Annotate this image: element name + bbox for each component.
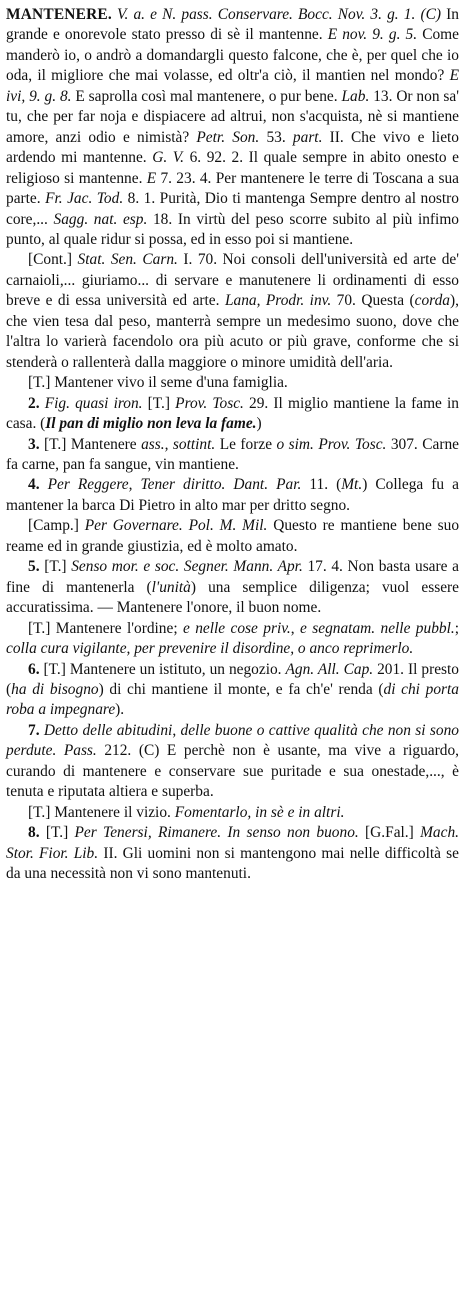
- sense-8: [6, 823, 459, 884]
- citation: Sagg. nat. esp.: [53, 210, 148, 228]
- sense-label: colla cura vigilante, per prevenire il disordine, o anco reprimerlo.: [6, 640, 414, 658]
- quote-text: 17. 4. Non basta usare a fine di mantenerla (: [6, 558, 459, 596]
- quote-text: ) una semplice diligenza; vuol essere accuratissima. — Mantenere l'onore, il buon nome.: [6, 578, 459, 617]
- citation: G. V.: [152, 149, 185, 167]
- sense-label: o sim.: [276, 435, 314, 453]
- sense-number: 2.: [28, 394, 45, 412]
- entry-paragraph-cont: [6, 250, 459, 373]
- sense-6: [6, 660, 459, 721]
- sense-label: e segnatam. nelle pubbl.: [300, 619, 455, 637]
- citation: Mt.: [341, 476, 363, 494]
- citation: E: [146, 169, 157, 187]
- sense-label: Fomentarlo, in sè e in altri.: [174, 803, 345, 821]
- quote-text: 70. Questa (: [331, 292, 415, 310]
- citation: part.: [292, 128, 323, 146]
- sense-5-t: [6, 619, 459, 660]
- citation: Stat. Sen. Carn.: [77, 251, 178, 269]
- quote-text: Le forze: [215, 435, 277, 453]
- sense-5: [6, 557, 459, 618]
- quote-text: ) di chi mantiene il monte, e fa ch'e' renda (: [98, 680, 384, 698]
- quote-text: Questo re mantiene bene suo reame ed in grande giustizia, ed è molto amato.: [6, 517, 460, 555]
- quote-text: [T.] Mantener vivo il seme d'una famiglia.: [28, 374, 288, 392]
- sense-label: Detto delle abitudini: [43, 721, 173, 739]
- quote-text: [T.] Mantenere un istituto, un negozio.: [43, 660, 286, 678]
- quote-text: 6. 92. 2. Il quale sempre in abito onesto e religioso si mantenne.: [6, 149, 460, 187]
- quote-text: 13. Or non sa' tu, che per far noja e dispiacere ad altrui, non s'acquista, nè si mantiene amore, anzi odio e nimistà?: [6, 87, 459, 146]
- gloss: l'unità: [151, 578, 191, 596]
- citation: Fr. Jac. Tod.: [45, 190, 124, 208]
- sense-3: [6, 435, 459, 476]
- quote-text: ,: [290, 619, 301, 637]
- quote-text: ) Collega fu a mantener la barca Di Pietro in alto mar per dritto segno.: [6, 476, 459, 514]
- quote-text: ): [256, 415, 262, 433]
- gloss: Il pan di miglio non leva la fame.: [45, 415, 257, 433]
- entry-paragraph-main: [6, 5, 459, 250]
- quote-text: 8. 1. Purità, Dio ti mantenga Sempre dentro al nostro core,...: [6, 190, 459, 228]
- quote-text: ,: [172, 721, 181, 739]
- citation: Lana, Prodr. inv.: [224, 292, 332, 310]
- quote-text: 201. Il presto (: [6, 660, 459, 698]
- sense-7: [6, 721, 459, 803]
- tag: [T.]: [44, 558, 72, 576]
- sense-7-t: [6, 803, 459, 823]
- tag: [Camp.]: [28, 517, 85, 535]
- citation: Prov. Tosc.: [175, 394, 244, 412]
- quote-text: [T.] Mantenere: [44, 435, 142, 453]
- grammar-note: V. a. e N. pass. Conservare. Bocc. Nov. 3. g. 1. (C): [111, 6, 442, 23]
- citation: E nov. 9. g. 5.: [327, 26, 418, 44]
- citation: Agn. All. Cap.: [285, 660, 374, 678]
- quote-text: [T.] Mantenere l'ordine;: [28, 619, 183, 637]
- quote-text: 307. Carne fa carne, pan fa sangue, vin mantiene.: [6, 435, 459, 473]
- citation: Petr. Son.: [196, 128, 260, 146]
- citation: E ivi, 9. g. 8.: [6, 67, 459, 105]
- gloss: ha di bisogno: [11, 680, 99, 698]
- sense-label: Fig. quasi iron.: [44, 394, 143, 412]
- quote-text: Come manderò io, o andrò a domandargli questo falcone, che è, per quel che io oda, il migliore che mai volasse, ed oltr'a ciò, il mantien nel mondo?: [6, 26, 459, 85]
- sense-label: e nelle cose priv.: [183, 619, 291, 637]
- sense-4-camp: [6, 516, 459, 557]
- citation: Prov. Tosc.: [318, 435, 387, 453]
- quote-text: E saprolla così mal mantenere, o pur bene.: [71, 87, 342, 105]
- quote-text: 18. In virtù del peso scorre subito al più infimo punto, al quale ridur si possa, ed in esso poi si mantiene.: [6, 210, 460, 248]
- sense-number: 8.: [28, 824, 46, 842]
- sense-label: Per Governare. Pol. M. Mil.: [84, 517, 268, 535]
- entry-paragraph-t1: [6, 373, 459, 393]
- tag: [T.]: [142, 394, 176, 412]
- sense-label: delle buone o cattive qualità che non si sono perdute. Pass.: [6, 721, 459, 760]
- tag: [Cont.]: [28, 251, 78, 269]
- sense-number: 6.: [28, 660, 44, 678]
- quote-text: ), che vien tesa dal peso, manterrà sempre un medesimo suono, dove che l'altra lo varierà facendolo ora più acuto or più grave, conforme che si stenderà o rallenterà dalla maggiore o minore umidità dell'aria.: [6, 292, 459, 371]
- sense-number: 3.: [28, 435, 45, 453]
- sense-number: 5.: [28, 558, 45, 576]
- sense-2: [6, 394, 459, 435]
- gloss: di chi porta roba a impegnare: [6, 680, 459, 719]
- quote-text: 7. 23. 4. Per mantenere le terre di Toscana a sua parte.: [6, 169, 459, 208]
- quote-text: 29. Il miglio mantiene la fame in casa. (: [6, 394, 460, 433]
- sense-number: 7.: [28, 721, 44, 739]
- citation: Mach. Stor. Fior. Lib.: [6, 824, 459, 862]
- quote-text: In grande e onorevole stato presso di sè il mantenne.: [6, 6, 460, 44]
- quote-text: ).: [115, 701, 125, 719]
- sense-label: Per Tenersi, Rimanere. In senso non buono.: [74, 824, 359, 842]
- quote-text: 212. (C) E perchè non è usante, ma vive a riguardo, curando di mantenere e conservare sue puritade e sua onestade,..., è tenuta e riputata altiera e superba.: [6, 742, 460, 801]
- quote-text: II. Gli uomini non si mantengono mai nelle difficoltà se da una necessità non vi sono mantenuti.: [6, 844, 459, 883]
- tag: [T.]: [45, 824, 75, 842]
- quote-text: 11. (: [301, 476, 342, 494]
- quote-text: ;: [454, 619, 459, 637]
- sense-label: Senso mor. e soc. Segner. Mann. Apr.: [71, 558, 303, 576]
- quote-text: 53.: [259, 128, 293, 146]
- tag: [G.Fal.]: [358, 824, 421, 842]
- sense-number: 4.: [28, 476, 48, 494]
- sense-label: Per Reggere, Tener diritto. Dant. Par.: [47, 476, 302, 494]
- quote-text: [T.] Mantenere il vizio.: [28, 803, 175, 821]
- gloss: corda: [414, 292, 450, 310]
- headword: MANTENERE.: [6, 6, 112, 23]
- quote-text: I. 70. Noi consoli dell'università ed arte de' carnaioli,... giuriamo... di servare e manutenere li ordinamenti di esso breve e di essa università ed arte.: [6, 251, 459, 310]
- quote-text: II. Che vivo e lieto ardendo mi mantenne.: [6, 128, 460, 167]
- citation: Lab.: [341, 87, 370, 105]
- sense-label: ass., sottint.: [141, 435, 216, 453]
- sense-4: [6, 475, 459, 516]
